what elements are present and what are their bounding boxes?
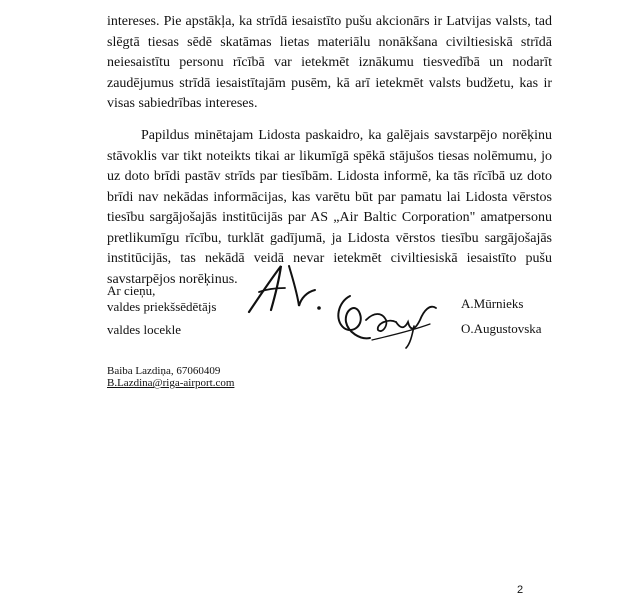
contact-name-phone: Baiba Lazdiņa, 67060409 xyxy=(107,365,221,377)
paragraph-2-text: Papildus minētajam Lidosta paskaidro, ka galējais savstarpējo norēķinu stāvoklis var tikt noteikts tikai ar likumīgā spēkā stājušos tiesas nolēmumu, jo uz doto brīdi pastāv strīds par tiesībām. Lidosta informē, ka tās rīcībā uz doto brīdi nav nekādas informācijas, kas varētu būt par pamatu lai Lidosta vērstos tiesību sargājošajās institūcijās par AS „Air Baltic Corporation" amatpersonu pretlikumīgu rīcību, turklāt gadījumā, ja Lidosta vērstos tiesību sargājošajās institūcijās, tas nekādā veidā nevar ietekmēt civiltiesiskā iesaistīto pušu savstarpējos norēķinus. xyxy=(107,128,552,287)
page-number: 2 xyxy=(517,584,524,596)
greeting: Ar cieņu, xyxy=(107,283,156,298)
chair-name: A.Mūrnieks xyxy=(461,296,524,311)
signature-augustovska xyxy=(330,290,442,352)
member-name: O.Augustovska xyxy=(461,321,542,336)
paragraph-2 xyxy=(107,126,552,290)
chair-title: valdes priekšsēdētājs xyxy=(107,299,217,314)
paragraph-1: intereses. Pie apstākļa, ka strīdā iesaistīto pušu akcionārs ir Latvijas valsts, tad slēgtā tiesas sēdē skatāmas lietas materiālu nonākšana civiltiesiskā strīdā neiesaistītu personu rīcībā var ietekmēt iznākumu tiesvedībā un nodarīt zaudējumus strīdā iesaistītajām pusēm, kā arī ietekmēt valsts budžetu, kas ir visas sabiedrības intereses. xyxy=(107,14,552,111)
member-title: valdes locekle xyxy=(107,322,181,337)
contact-email-link[interactable]: B.Lazdina@riga-airport.com xyxy=(107,377,235,389)
signature-murnieks xyxy=(245,262,325,318)
